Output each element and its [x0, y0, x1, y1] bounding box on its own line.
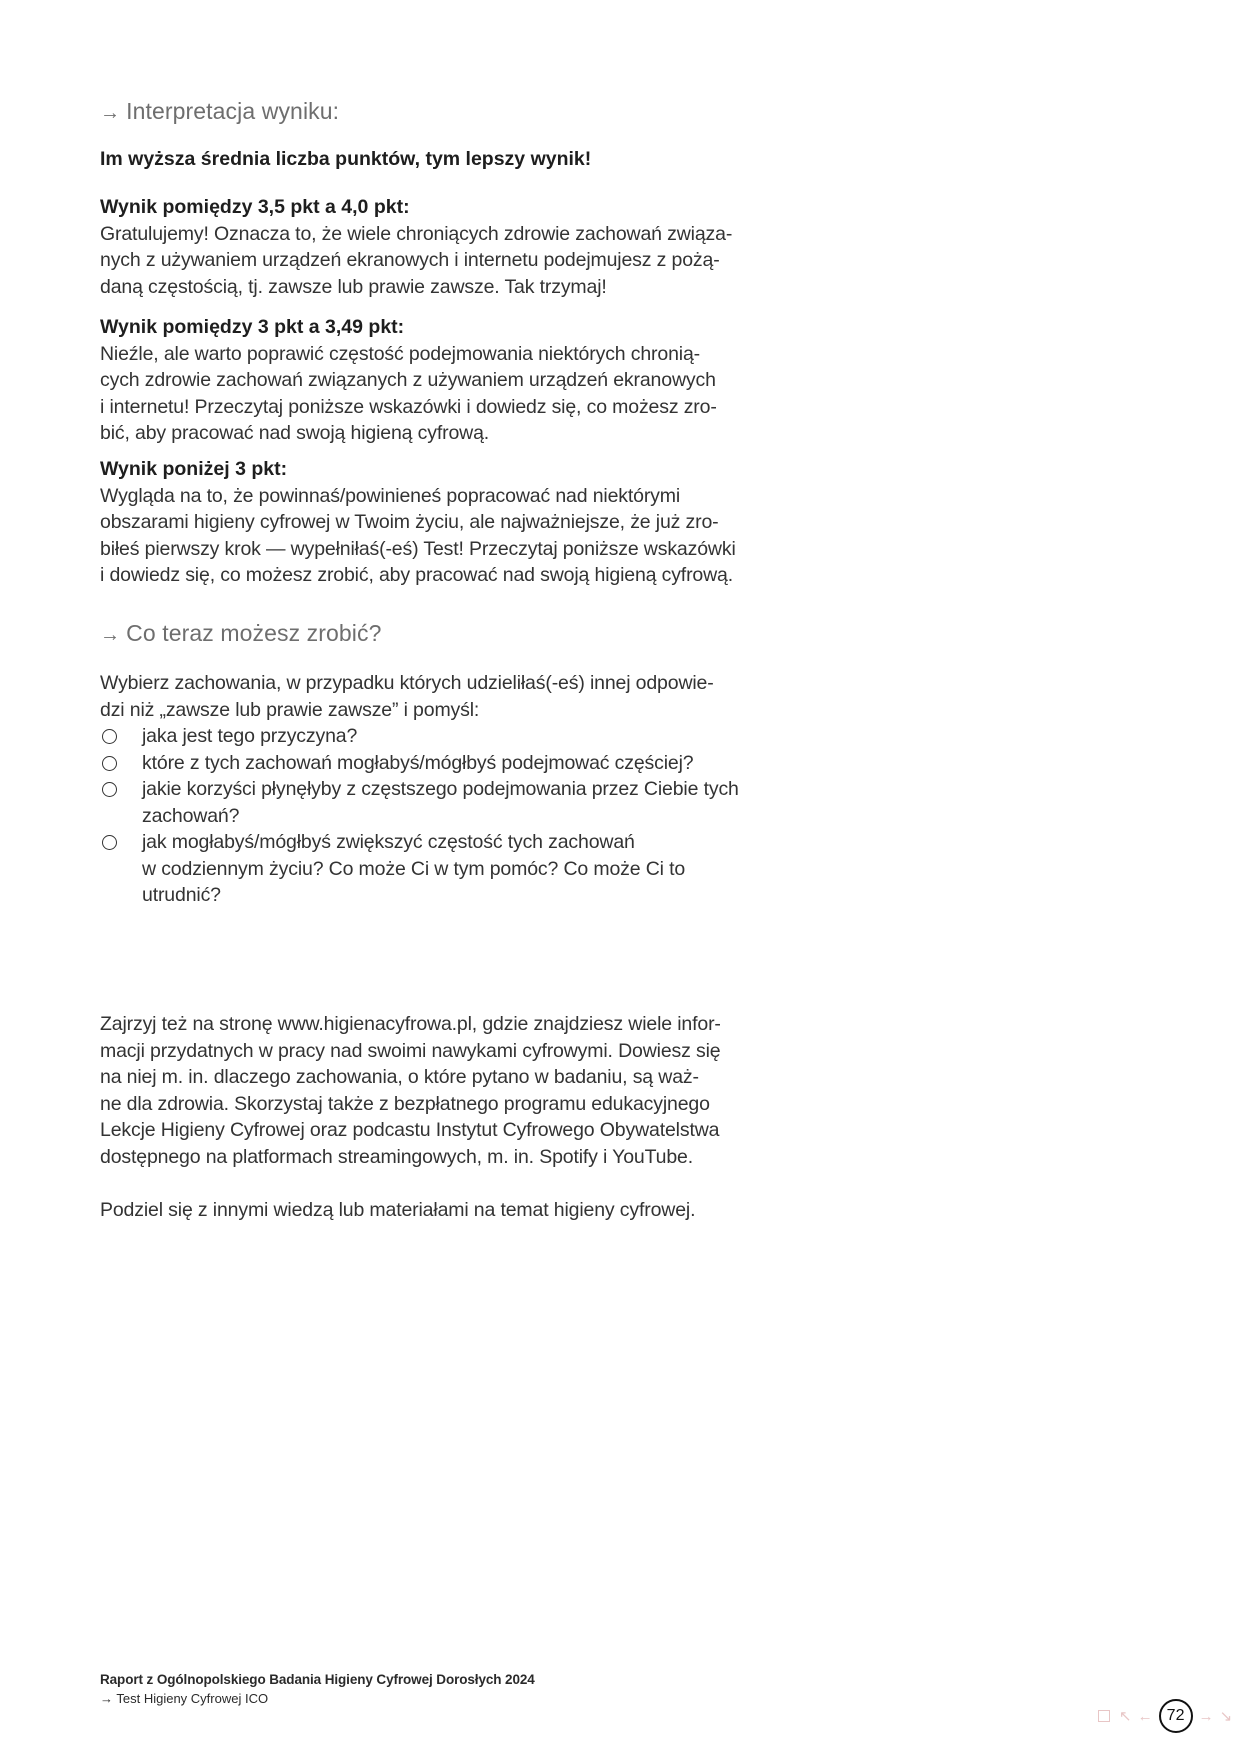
result-title: Wynik poniżej 3 pkt: [100, 458, 288, 480]
section-breadcrumb[interactable]: → Test Higieny Cyfrowej ICO [100, 1691, 269, 1706]
arrow-right-icon: → [100, 624, 121, 646]
paragraph-line: Podziel się z innymi wiedzą lub materiałami na temat higieny cyfrowej. [100, 1199, 696, 1221]
circle-bullet-icon [102, 729, 117, 744]
paragraph-line: ne dla zdrowia. Skorzystaj także z bezpłatnego programu edukacyjnego [100, 1092, 710, 1115]
intro-text-line: Wybierz zachowania, w przypadku których udzieliłaś(-eś) innej odpowie- [100, 672, 714, 694]
result-text-line: bić, aby pracować nad swoją higieną cyfrową. [100, 422, 490, 444]
circle-bullet-icon [102, 835, 117, 850]
result-text-line: i internetu! Przeczytaj poniższe wskazówki i dowiedz się, co możesz zro- [100, 395, 717, 418]
list-item [100, 829, 800, 909]
arrow-down-right-icon[interactable]: ↘ [1219, 1707, 1233, 1725]
result-text-line: Nieźle, ale warto poprawić częstość podejmowania niektórych chronią- [100, 342, 701, 365]
paragraph-line: Zajrzyj też na stronę www.higienacyfrowa.pl, gdzie znajdziesz wiele infor- [100, 1013, 721, 1035]
paragraph-line: Lekcje Higieny Cyfrowej oraz podcastu Instytut Cyfrowego Obywatelstwa [100, 1119, 720, 1141]
interpretation-lead: Im wyższa średnia liczba punktów, tym lepszy wynik! [100, 148, 592, 170]
paragraph-line: macji przydatnych w pracy nad swoimi nawykami cyfrowymi. Dowiesz się [100, 1039, 721, 1062]
next-steps-intro [100, 670, 790, 723]
list-item-text: jakie korzyści płynęłyby z częstszego podejmowania przez Ciebie tych [142, 778, 739, 800]
page-number: 72 [1159, 1699, 1193, 1733]
list-item [100, 723, 800, 750]
result-block-medium [100, 314, 790, 447]
result-title: Wynik pomiędzy 3 pkt a 3,49 pkt: [100, 316, 405, 338]
list-item-text: jaka jest tego przyczyna? [142, 725, 358, 747]
arrow-up-left-icon[interactable]: ↖ [1119, 1707, 1132, 1725]
page-footer [100, 1672, 535, 1706]
result-text-line: Gratulujemy! Oznacza to, że wiele chroniących zdrowie zachowań związa- [100, 222, 733, 245]
result-text-line: obszarami higieny cyfrowej w Twoim życiu, ale najważniejsze, że już zro- [100, 511, 719, 533]
circle-bullet-icon [102, 782, 117, 797]
list-item-text: które z tych zachowań mogłabyś/mógłbyś podejmować częściej? [142, 751, 694, 774]
page-navigation [1098, 1699, 1235, 1733]
list-item [100, 750, 800, 777]
result-text-line: Wygląda na to, że powinnaś/powinieneś popracować nad niektórymi [100, 484, 681, 507]
result-title: Wynik pomiędzy 3,5 pkt a 4,0 pkt: [100, 196, 410, 218]
arrow-right-icon: → [100, 102, 121, 124]
reflection-questions-list [100, 723, 800, 909]
result-text-line: i dowiedz się, co możesz zrobić, aby pracować nad swoją higieną cyfrową. [100, 564, 734, 586]
list-item-text: w codziennym życiu? Co może Ci w tym pomóc? Co może Ci to [142, 857, 686, 880]
report-title: Raport z Ogólnopolskiego Badania Higieny Cyfrowej Dorosłych 2024 [100, 1672, 535, 1687]
list-item-text: jak mogłabyś/mógłbyś zwiększyć częstość tych zachowań [142, 831, 635, 853]
result-text-line: cych zdrowie zachowań związanych z używaniem urządzeń ekranowych [100, 369, 716, 391]
result-block-high [100, 194, 790, 300]
share-paragraph [100, 1197, 790, 1224]
arrow-left-icon[interactable]: ← [1137, 1707, 1153, 1725]
website-paragraph [100, 1011, 790, 1170]
interpretation-heading: → Interpretacja wyniku: [100, 98, 340, 124]
paragraph-line: dostępnego na platformach streamingowych, m. in. Spotify i YouTube. [100, 1145, 693, 1168]
intro-text-line: dzi niż „zawsze lub prawie zawsze” i pomyśl: [100, 698, 480, 721]
paragraph-line: na niej m. in. dlaczego zachowania, o które pytano w badaniu, są waż- [100, 1066, 699, 1088]
circle-bullet-icon [102, 756, 117, 771]
contents-square-icon[interactable] [1098, 1710, 1110, 1722]
arrow-right-icon[interactable]: → [1198, 1707, 1214, 1725]
list-item-text: utrudnić? [142, 884, 221, 906]
result-text-line: daną częstością, tj. zawsze lub prawie zawsze. Tak trzymaj! [100, 275, 607, 298]
list-item-text: zachowań? [142, 804, 240, 827]
list-item [100, 776, 800, 829]
next-steps-heading: → Co teraz możesz zrobić? [100, 620, 382, 646]
result-text-line: nych z używaniem urządzeń ekranowych i internetu podejmujesz z pożą- [100, 249, 720, 271]
result-block-low [100, 456, 790, 589]
result-text-line: biłeś pierwszy krok — wypełniłaś(-eś) Test! Przeczytaj poniższe wskazówki [100, 537, 736, 560]
